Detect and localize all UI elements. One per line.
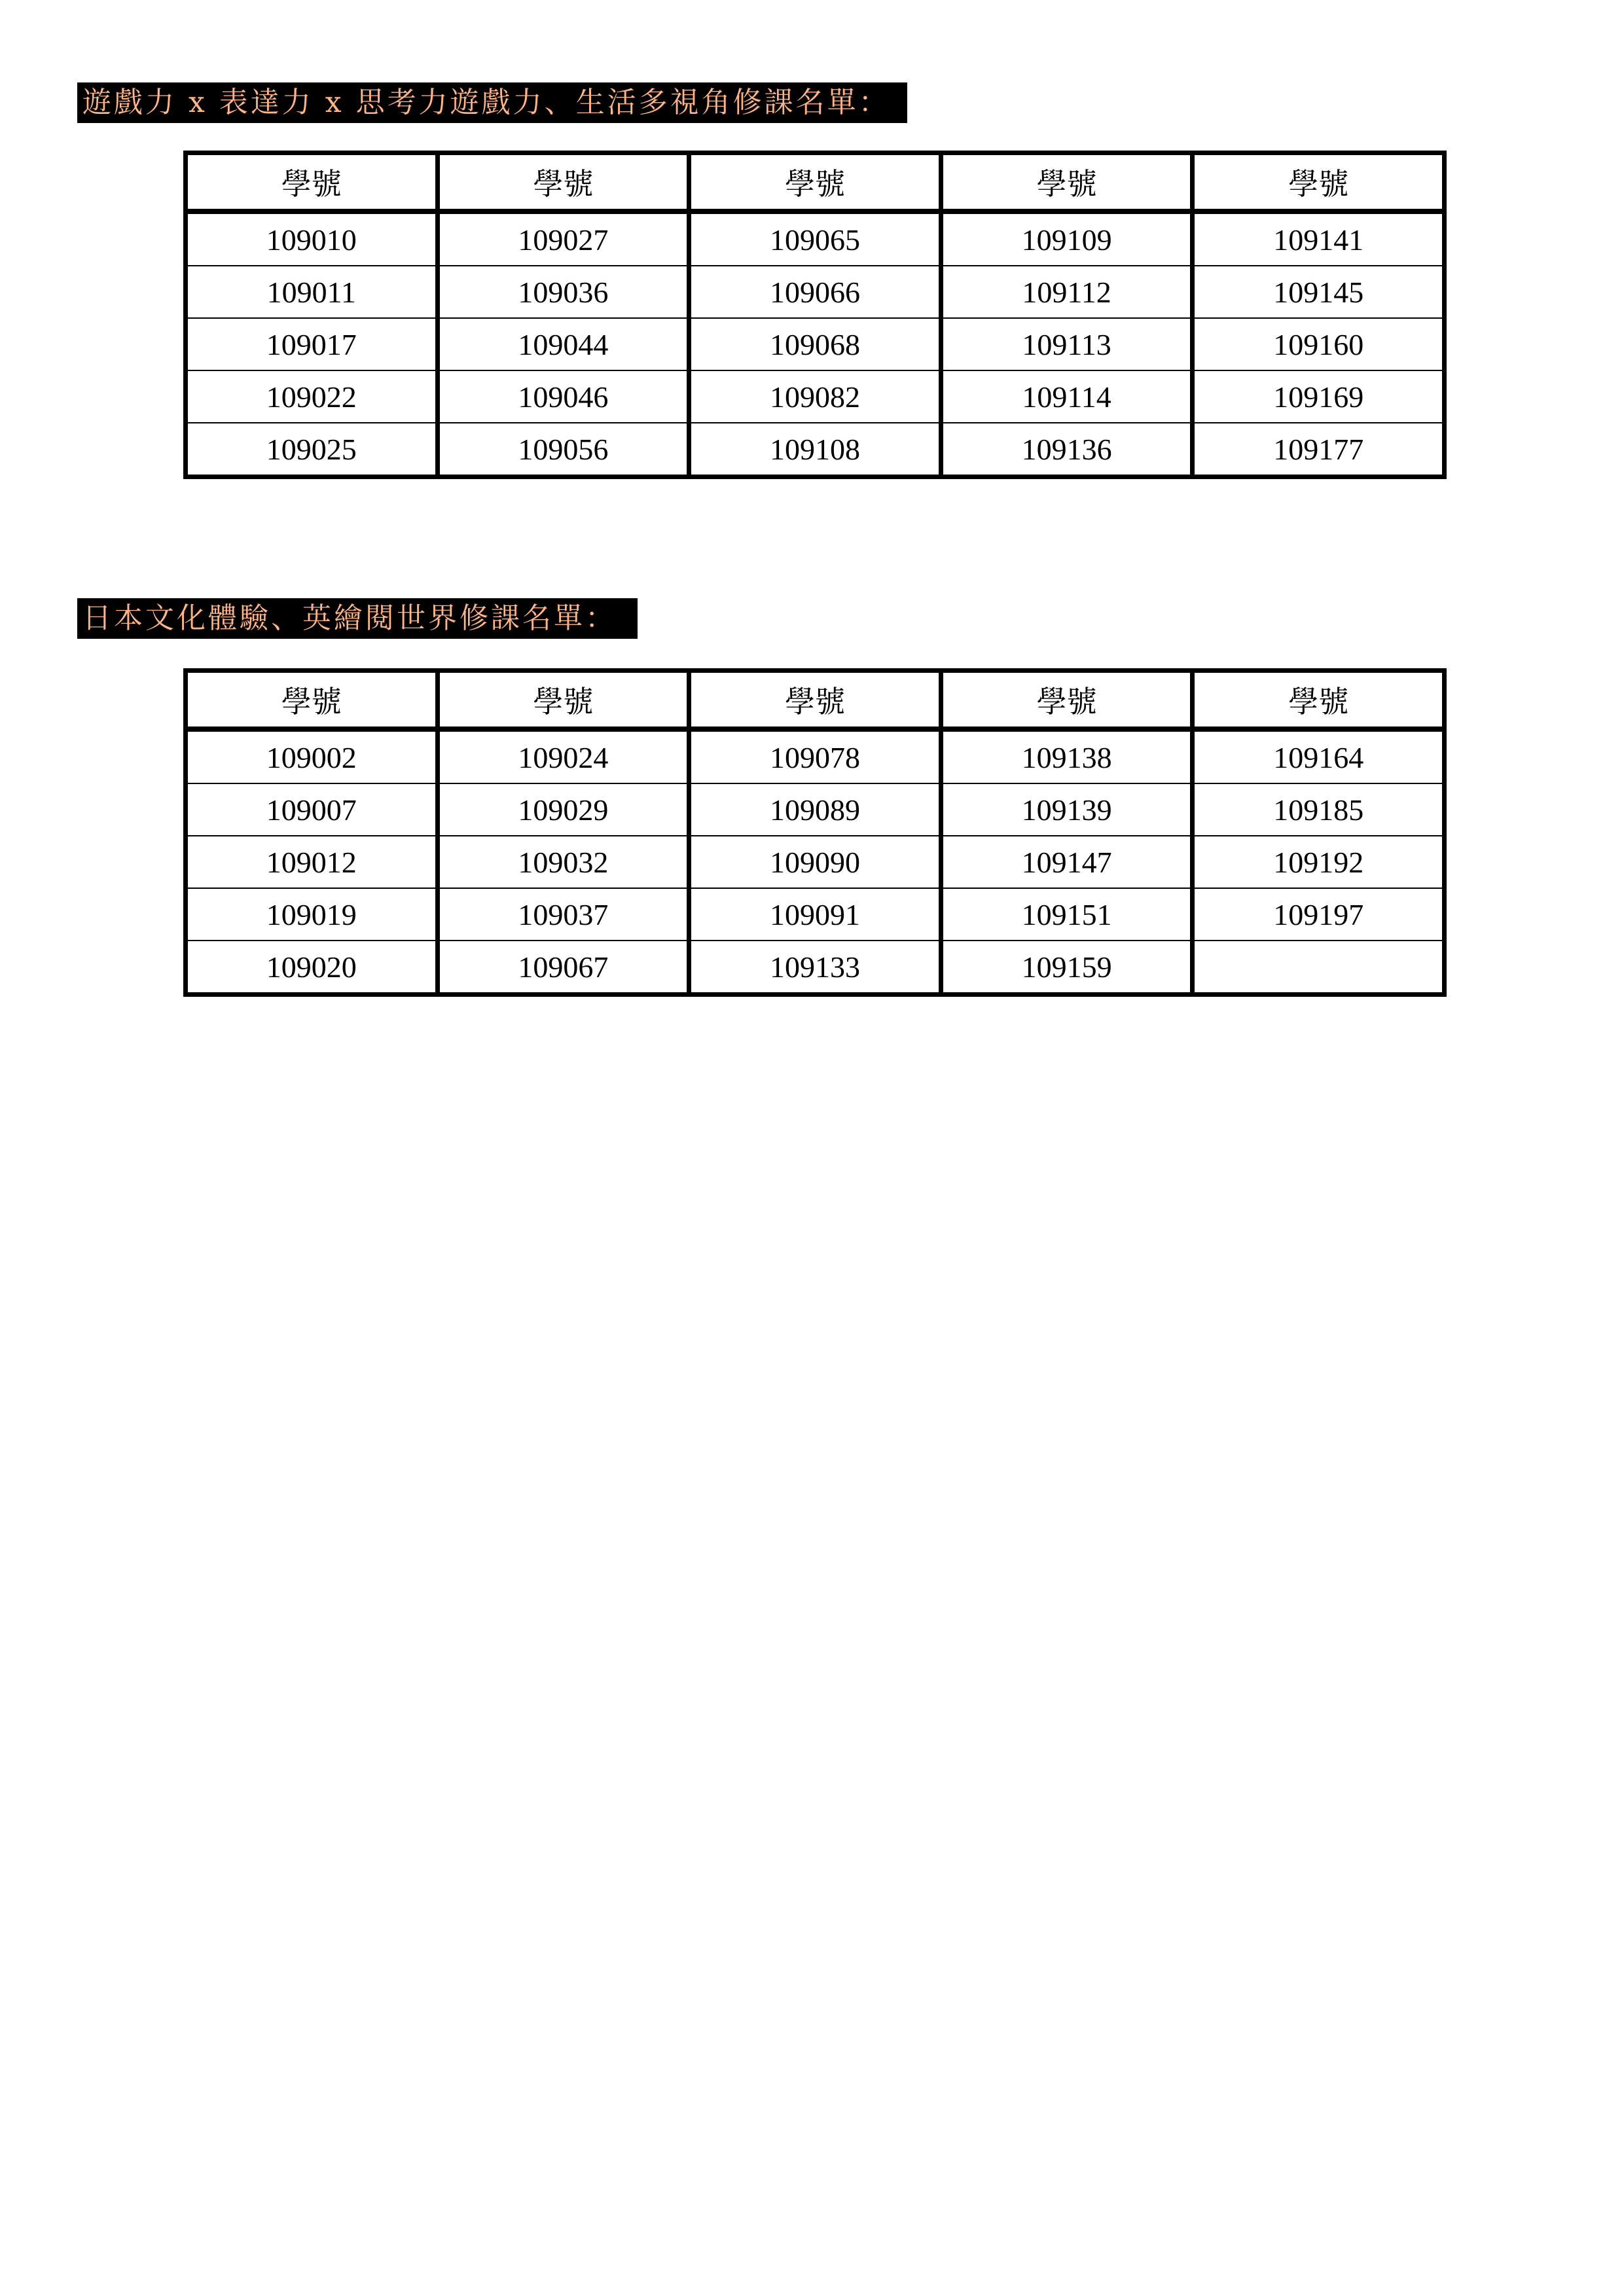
column-header-student-id: 學號 [437, 153, 689, 212]
student-id-cell: 109177 [1193, 423, 1445, 477]
student-id-cell: 109044 [437, 318, 689, 370]
student-id-cell: 109139 [941, 783, 1193, 836]
student-id-cell: 109164 [1193, 729, 1445, 783]
student-id-cell: 109160 [1193, 318, 1445, 370]
student-id-table-japan-culture-course [183, 668, 1447, 997]
student-id-cell: 109007 [186, 783, 438, 836]
table-row [186, 266, 1445, 318]
column-header-student-id: 學號 [689, 153, 941, 212]
student-id-cell: 109037 [437, 888, 689, 941]
student-id-cell: 109027 [437, 211, 689, 266]
table-header-row [186, 671, 1445, 730]
student-id-cell: 109020 [186, 941, 438, 995]
student-id-cell: 109147 [941, 836, 1193, 888]
table-row [186, 836, 1445, 888]
student-id-cell: 109066 [689, 266, 941, 318]
column-header-student-id: 學號 [941, 671, 1193, 730]
empty-cell [1193, 941, 1445, 995]
column-header-student-id: 學號 [186, 671, 438, 730]
student-id-cell: 109108 [689, 423, 941, 477]
student-id-cell: 109011 [186, 266, 438, 318]
student-id-cell: 109012 [186, 836, 438, 888]
section-title-japan-culture-course: 日本文化體驗、英繪閱世界修課名單： [77, 598, 638, 639]
student-id-cell: 109022 [186, 370, 438, 423]
student-id-cell: 109068 [689, 318, 941, 370]
student-id-cell: 109114 [941, 370, 1193, 423]
table-row [186, 888, 1445, 941]
student-id-cell: 109046 [437, 370, 689, 423]
student-id-cell: 109065 [689, 211, 941, 266]
student-id-cell: 109109 [941, 211, 1193, 266]
student-id-cell: 109133 [689, 941, 941, 995]
student-id-cell: 109185 [1193, 783, 1445, 836]
table-row [186, 941, 1445, 995]
column-header-student-id: 學號 [1193, 153, 1445, 212]
student-id-cell: 109010 [186, 211, 438, 266]
student-id-cell: 109029 [437, 783, 689, 836]
table-row [186, 729, 1445, 783]
table-row [186, 423, 1445, 477]
table-row [186, 783, 1445, 836]
column-header-student-id: 學號 [437, 671, 689, 730]
student-id-table-game-course [183, 151, 1447, 479]
table-row [186, 211, 1445, 266]
student-id-cell: 109112 [941, 266, 1193, 318]
student-id-cell: 109025 [186, 423, 438, 477]
student-id-cell: 109159 [941, 941, 1193, 995]
student-id-cell: 109002 [186, 729, 438, 783]
column-header-student-id: 學號 [186, 153, 438, 212]
table-header-row [186, 153, 1445, 212]
column-header-student-id: 學號 [1193, 671, 1445, 730]
student-id-cell: 109138 [941, 729, 1193, 783]
table-row [186, 370, 1445, 423]
student-id-cell: 109113 [941, 318, 1193, 370]
student-id-cell: 109151 [941, 888, 1193, 941]
student-id-cell: 109078 [689, 729, 941, 783]
student-id-cell: 109036 [437, 266, 689, 318]
student-id-cell: 109024 [437, 729, 689, 783]
student-id-cell: 109019 [186, 888, 438, 941]
student-id-cell: 109090 [689, 836, 941, 888]
student-id-cell: 109145 [1193, 266, 1445, 318]
student-id-cell: 109067 [437, 941, 689, 995]
student-id-cell: 109141 [1193, 211, 1445, 266]
student-id-cell: 109136 [941, 423, 1193, 477]
section-title-game-course: 遊戲力 x 表達力 x 思考力遊戲力、生活多視角修課名單： [77, 82, 907, 123]
table-row [186, 318, 1445, 370]
student-id-cell: 109197 [1193, 888, 1445, 941]
column-header-student-id: 學號 [689, 671, 941, 730]
student-id-cell: 109169 [1193, 370, 1445, 423]
student-id-cell: 109017 [186, 318, 438, 370]
student-id-cell: 109056 [437, 423, 689, 477]
student-id-cell: 109091 [689, 888, 941, 941]
student-id-cell: 109089 [689, 783, 941, 836]
column-header-student-id: 學號 [941, 153, 1193, 212]
student-id-cell: 109192 [1193, 836, 1445, 888]
student-id-cell: 109082 [689, 370, 941, 423]
student-id-cell: 109032 [437, 836, 689, 888]
